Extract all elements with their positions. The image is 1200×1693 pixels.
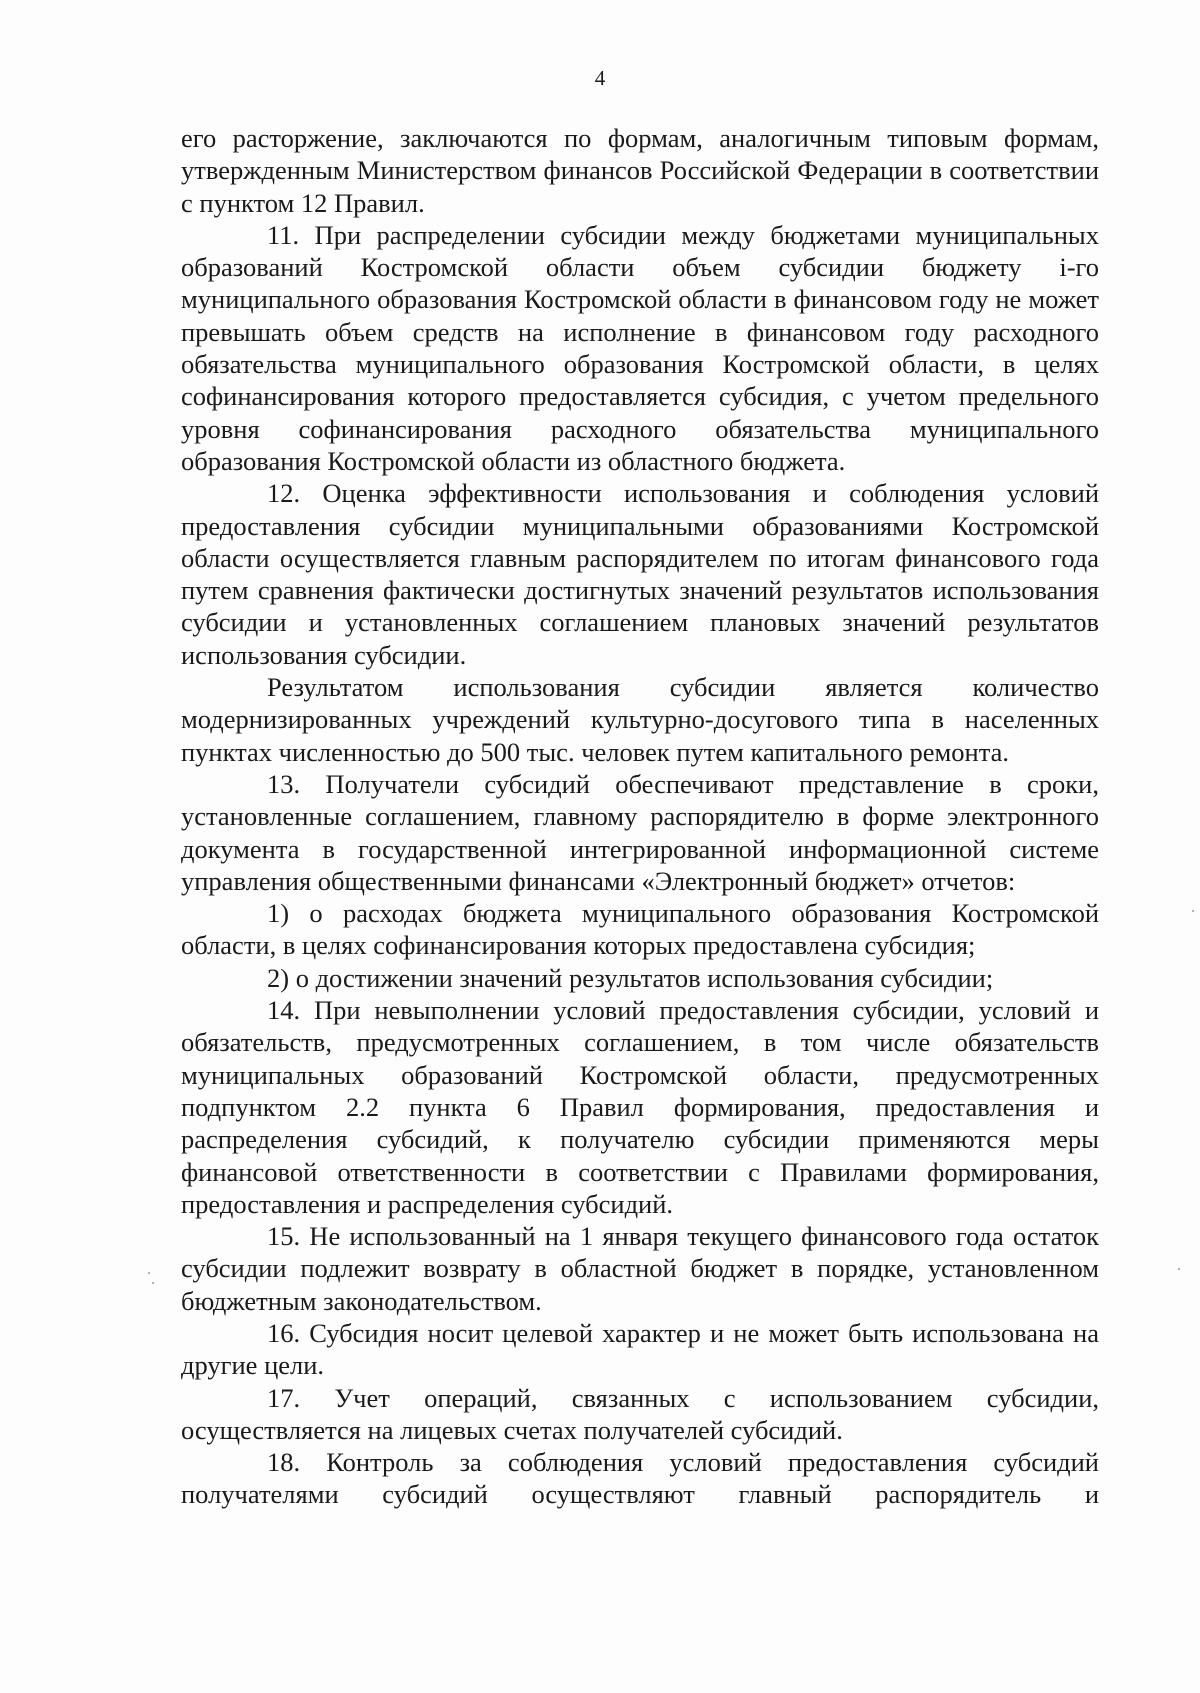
scan-speck: [1192, 910, 1194, 912]
paragraph-13: 13. Получатели субсидий обеспечивают представление в сроки, установленные соглашением, главному распорядителю в форме электронного документа в государственной интегрированной информационной системе управления общественными финансами «Электронный бюджет» отчетов:: [181, 768, 1099, 896]
paragraph-13-item-1: 1) о расходах бюджета муниципального образования Костромской области, в целях софинансирования которых предоставлена субсидия;: [181, 898, 1099, 961]
paragraph-13-item-2: 2) о достижении значений результатов использования субсидии;: [267, 962, 994, 993]
paragraph-15: 15. Не использованный на 1 января текущего финансового года остаток субсидии подлежит возврату в областной бюджет в порядке, установленном бюджетным законодательством.: [181, 1221, 1099, 1316]
scan-speck: [148, 1272, 150, 1274]
paragraph-16: 16. Субсидия носит целевой характер и не может быть использована на другие цели.: [181, 1317, 1099, 1381]
scan-speck: [1178, 1268, 1180, 1270]
scan-speck: [152, 1282, 154, 1284]
paragraph-11: 11. При распределении субсидии между бюджетами муниципальных образований Костромской области объем субсидии бюджету i-го муниципального образования Костромской области в финансовом году не может превышать объем средств на исполнение в финансовом году расходного обязательства муниципального образования Костромской области, в целях софинансирования которого предоставляется субсидия, с учетом предельного уровня софинансирования расходного обязательства муниципального образования Костромской области из областного бюджета.: [181, 219, 1099, 476]
paragraph-continuation: его расторжение, заключаются по формам, аналогичным типовым формам, утвержденным Министерством финансов Российской Федерации в соответствии с пунктом 12 Правил.: [181, 123, 1099, 218]
paragraph-result: Результатом использования субсидии является количество модернизированных учреждений культурно-досугового типа в населенных пунктах численностью до 500 тыс. человек путем капитального ремонта.: [181, 672, 1099, 767]
paragraph-12: 12. Оценка эффективности использования и соблюдения условий предоставления субсидии муниципальными образованиями Костромской области осуществляется главным распорядителем по итогам финансового года путем сравнения фактически достигнутых значений результатов использования субсидии и установленных соглашением плановых значений результатов использования субсидии.: [181, 478, 1099, 670]
page-number: 4: [594, 66, 606, 90]
document-body: [181, 122, 1099, 1511]
paragraph-17: 17. Учет операций, связанных с использованием субсидии, осуществляется на лицевых счетах получателей субсидий.: [181, 1382, 1099, 1445]
paragraph-18: 18. Контроль за соблюдения условий предоставления субсидий получателями субсидий осуществляют главный распорядитель и: [181, 1447, 1099, 1510]
paragraph-14: 14. При невыполнении условий предоставления субсидии, условий и обязательств, предусмотренных соглашением, в том числе обязательств муниципальных образований Костромской области, предусмотренных подпунктом 2.2 пункта 6 Правил формирования, предоставления и распределения субсидий, к получателю субсидии применяются меры финансовой ответственности в соответствии с Правилами формирования, предоставления и распределения субсидий.: [181, 995, 1099, 1219]
